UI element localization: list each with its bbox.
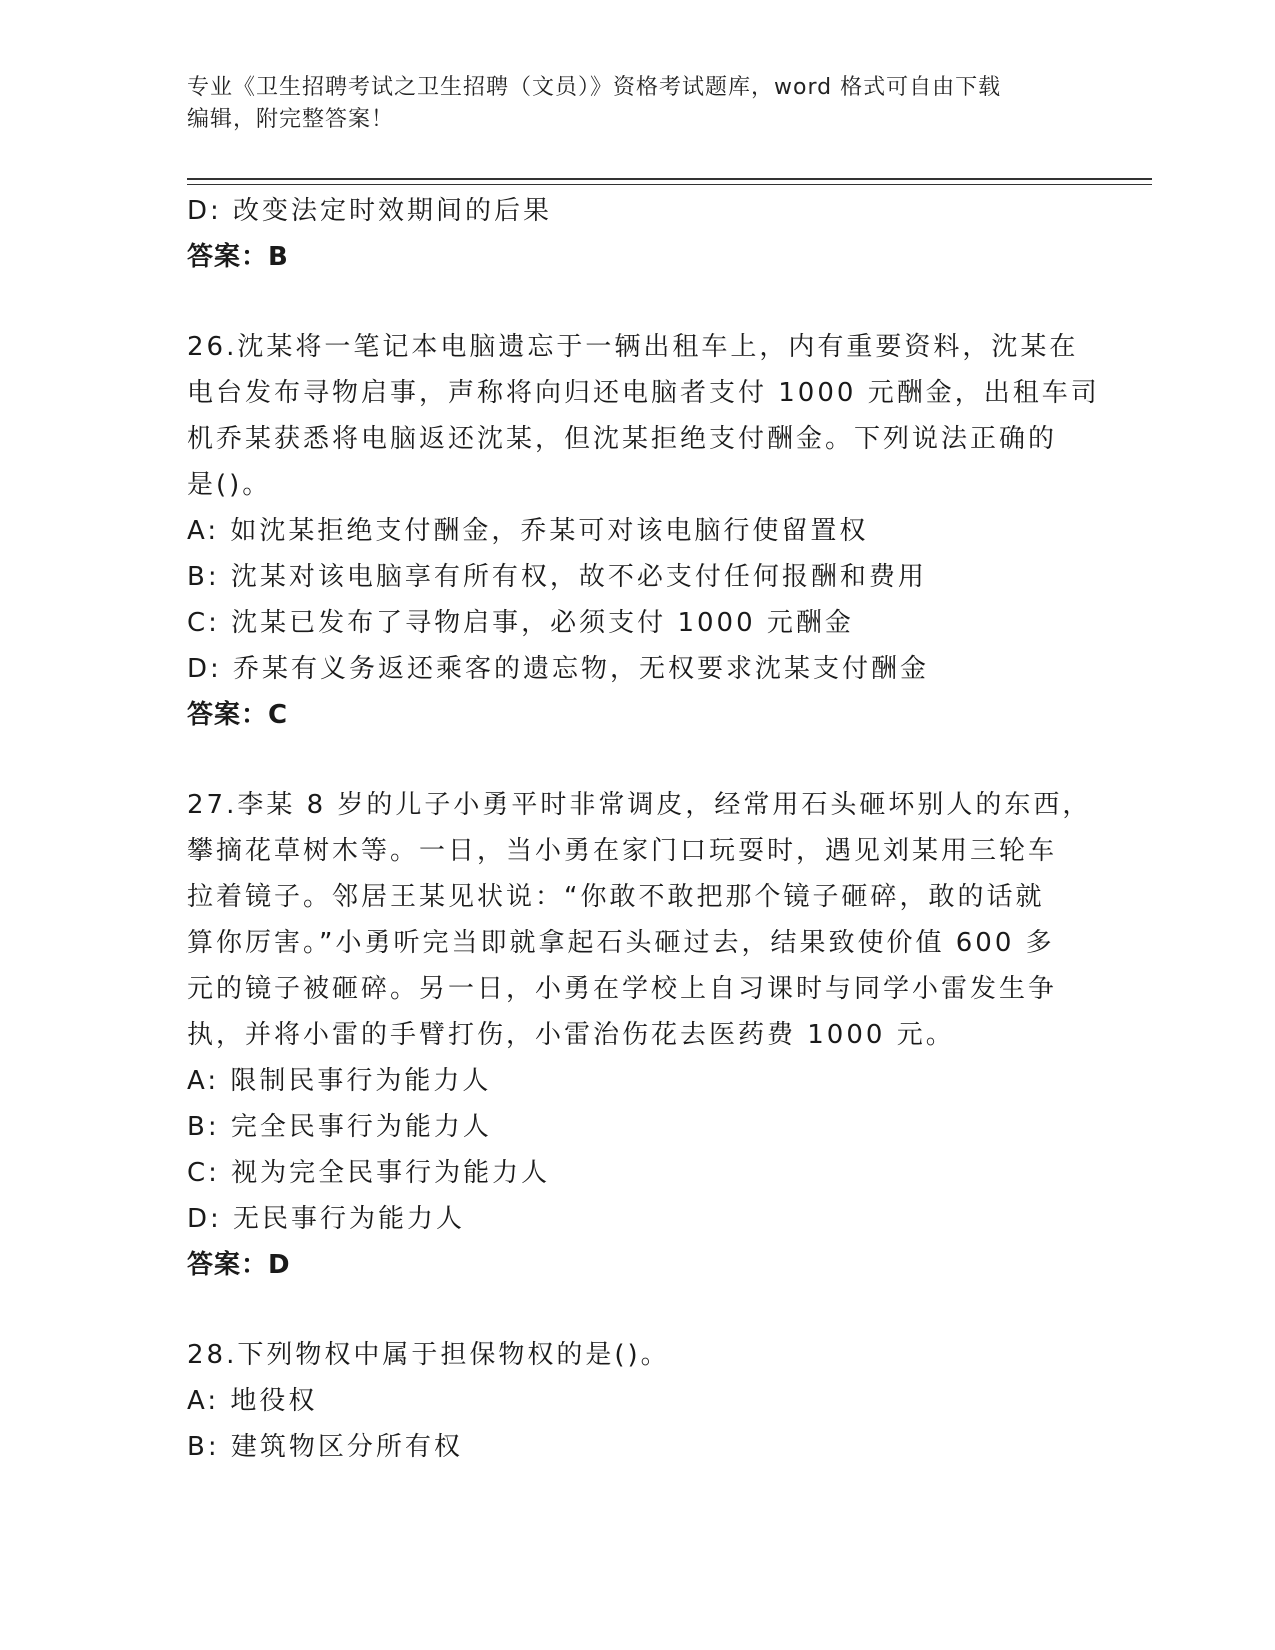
question-28: [187, 1332, 1087, 1470]
question-list: [187, 188, 1100, 1470]
option-b: B: 建筑物区分所有权: [187, 1432, 463, 1462]
question-26: [187, 324, 1100, 738]
answer: 答案：B: [187, 242, 289, 272]
question-stem-line: 28.下列物权中属于担保物权的是()。: [187, 1340, 670, 1370]
question-stem-line: 27.李某 8 岁的儿子小勇平时非常调皮，经常用石头砸坏别人的东西，: [187, 790, 1092, 820]
option-d: D: 乔某有义务返还乘客的遗忘物，无权要求沈某支付酬金: [187, 654, 930, 684]
question-stem-line: 是()。: [187, 470, 272, 500]
question-stem-line: 元的镜子被砸碎。另一日，小勇在学校上自习课时与同学小雷发生争: [187, 974, 1058, 1004]
document-header: [187, 72, 1087, 136]
question-stem-line: 攀摘花草树木等。一日，当小勇在家门口玩耍时，遇见刘某用三轮车: [187, 836, 1058, 866]
option-a: A: 限制民事行为能力人: [187, 1066, 492, 1096]
option-a: A: 如沈某拒绝支付酬金，乔某可对该电脑行使留置权: [187, 516, 869, 546]
option-c: C: 视为完全民事行为能力人: [187, 1158, 551, 1188]
answer: 答案：C: [187, 700, 289, 730]
question-stem-line: 机乔某获悉将电脑返还沈某，但沈某拒绝支付酬金。下列说法正确的: [187, 424, 1058, 454]
header-divider-thin: [187, 184, 1152, 185]
answer: 答案：D: [187, 1250, 291, 1280]
question-stem-line: 执，并将小雷的手臂打伤，小雷治伤花去医药费 1000 元。: [187, 1020, 955, 1050]
question-25-tail: [187, 188, 1087, 280]
option-d: D: 无民事行为能力人: [187, 1204, 466, 1234]
option-a: A: 地役权: [187, 1386, 318, 1416]
option-b: B: 沈某对该电脑享有所有权，故不必支付任何报酬和费用: [187, 562, 927, 592]
question-27: [187, 782, 1092, 1288]
option-b: B: 完全民事行为能力人: [187, 1112, 492, 1142]
option-c: C: 沈某已发布了寻物启事，必须支付 1000 元酬金: [187, 608, 854, 638]
question-stem-line: 算你厉害。”小勇听完当即就拿起石头砸过去，结果致使价值 600 多: [187, 928, 1055, 958]
header-line-1: 专业《卫生招聘考试之卫生招聘（文员）》资格考试题库，word 格式可自由下载: [187, 75, 1002, 100]
header-line-2: 编辑，附完整答案！: [187, 107, 395, 132]
question-stem-line: 拉着镜子。邻居王某见状说：“你敢不敢把那个镜子砸碎，敢的话就: [187, 882, 1045, 912]
question-stem-line: 26.沈某将一笔记本电脑遗忘于一辆出租车上，内有重要资料，沈某在: [187, 332, 1079, 362]
header-divider-thick: [187, 178, 1152, 180]
option-d: D: 改变法定时效期间的后果: [187, 196, 553, 226]
question-stem-line: 电台发布寻物启事，声称将向归还电脑者支付 1000 元酬金，出租车司: [187, 378, 1100, 408]
